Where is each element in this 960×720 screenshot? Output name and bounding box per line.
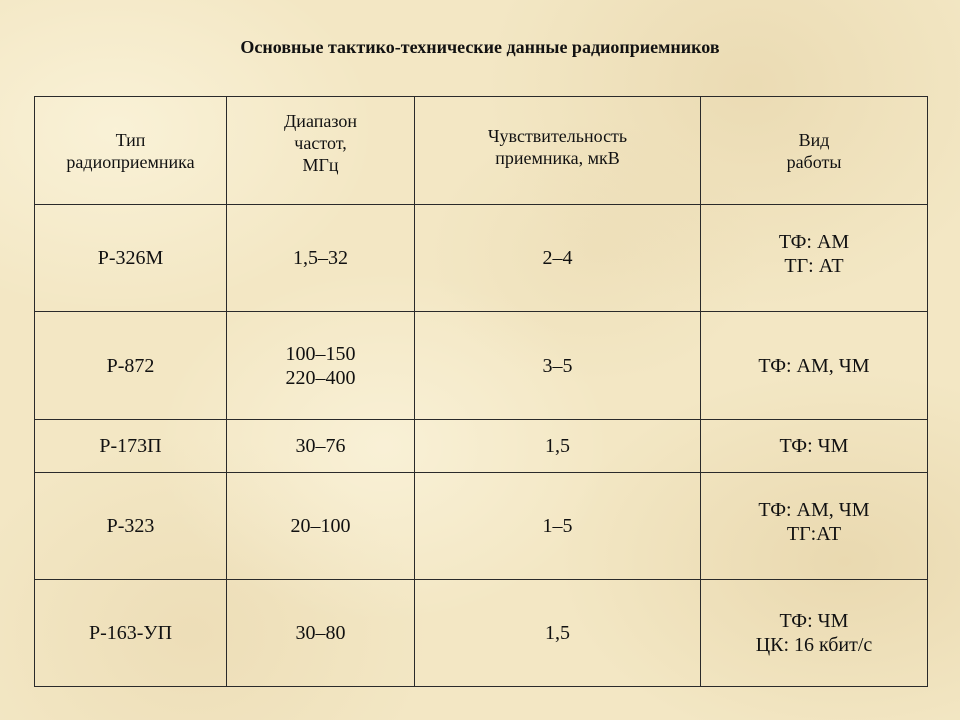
header-range-line: Диапазон (284, 110, 357, 131)
header-type-line: радиоприемника (66, 151, 195, 172)
cell-text: ТФ: АМ, ЧМ (758, 499, 870, 521)
cell-text: ТГ:АТ (786, 523, 842, 545)
cell-type (35, 420, 227, 473)
header-mode (701, 97, 928, 205)
header-range (227, 97, 415, 205)
header-sensitivity-line: приемника, мкВ (495, 147, 620, 168)
cell-text: ТГ: АТ (784, 255, 844, 277)
cell-mode (701, 580, 928, 687)
cell-sensitivity (415, 580, 701, 687)
cell-text: 1,5 (545, 435, 570, 457)
cell-text: ТФ: АМ (778, 231, 850, 253)
cell-text: 20–100 (290, 515, 351, 537)
cell-text: ЦК: 16 кбит/с (755, 634, 873, 656)
cell-sensitivity (415, 312, 701, 420)
cell-text: Р-326М (97, 247, 164, 269)
header-type-line: Тип (115, 129, 146, 150)
cell-mode (701, 312, 928, 420)
table-row (35, 420, 928, 473)
table-row (35, 473, 928, 580)
cell-text: 1–5 (542, 515, 573, 537)
cell-text: 2–4 (542, 247, 573, 269)
cell-text: 220–400 (285, 366, 356, 389)
table-row (35, 205, 928, 312)
cell-text: Р-872 (106, 354, 155, 377)
cell-text: 100–150 (285, 342, 356, 365)
cell-range (227, 580, 415, 687)
cell-text: ТФ: АМ, ЧМ (758, 354, 870, 377)
cell-text: 30–80 (295, 622, 346, 644)
cell-range (227, 205, 415, 312)
cell-type (35, 312, 227, 420)
cell-text: Р-173П (99, 435, 162, 457)
header-mode-line: Вид (798, 129, 830, 150)
cell-type (35, 473, 227, 580)
header-type (35, 97, 227, 205)
cell-mode (701, 420, 928, 473)
header-sensitivity-line: Чувствительность (487, 125, 628, 146)
cell-sensitivity (415, 420, 701, 473)
cell-sensitivity (415, 473, 701, 580)
cell-range (227, 473, 415, 580)
cell-text: Р-323 (106, 515, 155, 537)
header-row (35, 97, 928, 205)
cell-mode (701, 473, 928, 580)
header-range-line: МГц (302, 154, 339, 175)
header-sensitivity (415, 97, 701, 205)
cell-text: 30–76 (295, 435, 346, 457)
cell-type (35, 205, 227, 312)
table-row (35, 580, 928, 687)
cell-text: ТФ: ЧМ (779, 435, 849, 457)
cell-text: 1,5–32 (293, 247, 348, 269)
cell-range (227, 312, 415, 420)
radio-receivers-table (34, 96, 928, 687)
cell-sensitivity (415, 205, 701, 312)
cell-range (227, 420, 415, 473)
table-row (35, 312, 928, 420)
cell-text: Р-163-УП (88, 622, 173, 644)
cell-mode (701, 205, 928, 312)
cell-type (35, 580, 227, 687)
cell-text: 1,5 (545, 622, 570, 644)
header-range-line: частот, (294, 132, 347, 153)
header-mode-line: работы (786, 151, 842, 172)
page-title: Основные тактико-технические данные радиоприемников (240, 37, 720, 57)
cell-text: 3–5 (542, 354, 573, 377)
cell-text: ТФ: ЧМ (779, 610, 849, 632)
